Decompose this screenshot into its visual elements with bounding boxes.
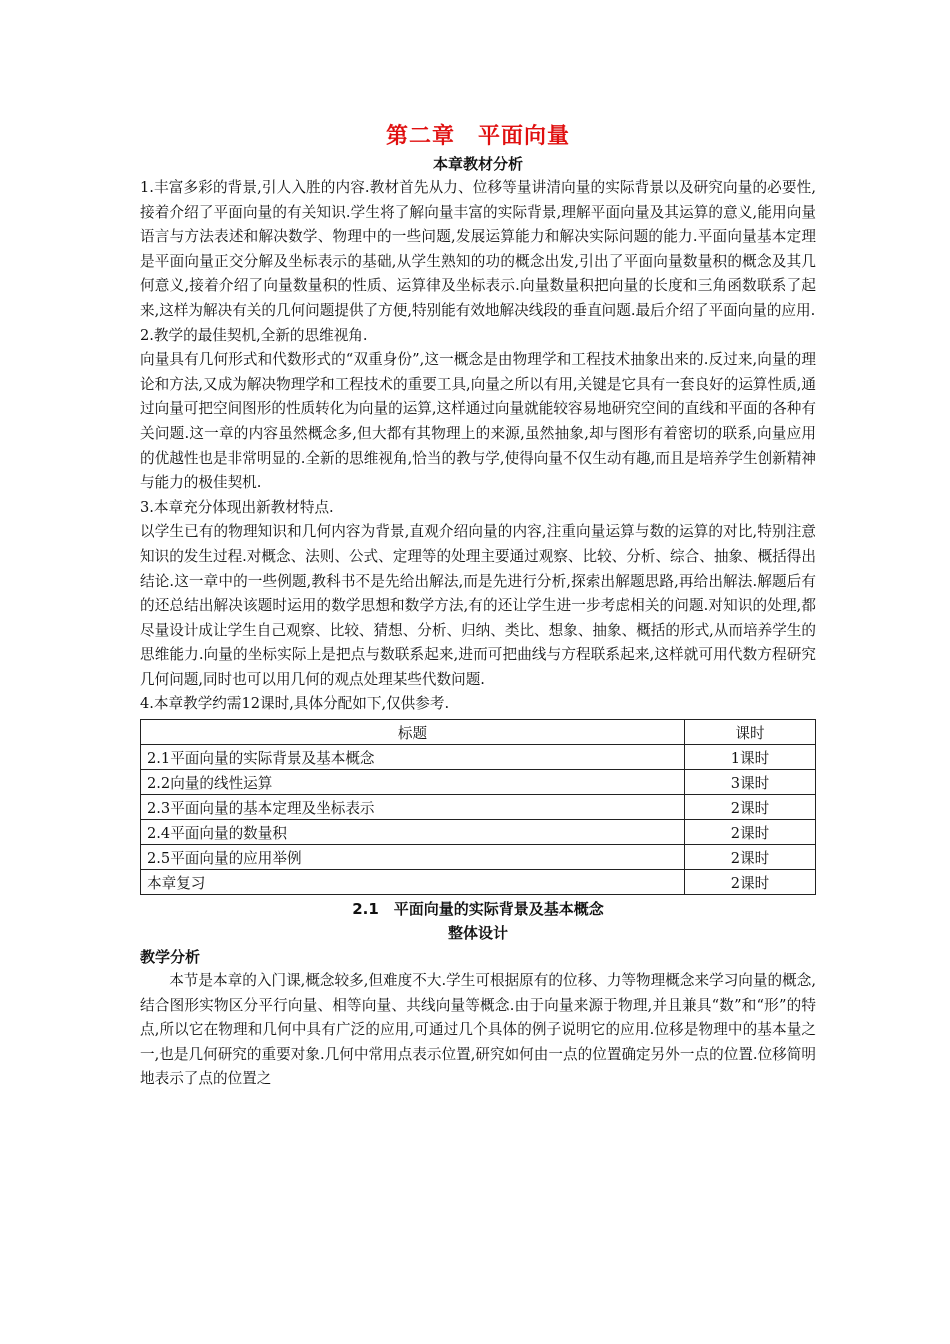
- row-title: 2.2向量的线性运算: [141, 770, 685, 795]
- teaching-analysis-paragraph: 本节是本章的入门课,概念较多,但难度不大.学生可根据原有的位移、力等物理概念来学习向量的概念,结合图形实物区分平行向量、相等向量、共线向量等概念.由于向量来源于物理,并且兼具“数”和“形”的特点,所以它在物理和几何中具有广泛的应用,可通过几个具体的例子说明它的应用.位移是物理中的基本量之一,也是几何研究的重要对象.几何中常用点表示位置,研究如何由一点的位置确定另外一点的位置.位移简明地表示了点的位置之: [140, 972, 816, 1088]
- chapter-title: 第二章 平面向量: [385, 124, 570, 149]
- row-hours: 3课时: [685, 770, 816, 795]
- paragraph-1: 1.丰富多彩的背景,引人入胜的内容.教材首先从力、位移等量讲清向量的实际背景以及研究向量的必要性,接着介绍了平面向量的有关知识.学生将了解向量丰富的实际背景,理解平面向量及其运算的意义,能用向量语言与方法表述和解决数学、物理中的一些问题,发展运算能力和解决实际问题的能力.平面向量基本定理是平面向量正交分解及坐标表示的基础,从学生熟知的功的概念出发,引出了平面向量数量积的概念及其几何意义,接着介绍了向量数量积的性质、运算律及坐标表示.向量数量积把向量的长度和三角函数联系了起来,这样为解决有关的几何问题提供了方便,特别能有效地解决线段的垂直问题.最后介绍了平面向量的应用.: [140, 179, 816, 319]
- row-hours: 2课时: [685, 795, 816, 820]
- row-title: 2.1平面向量的实际背景及基本概念: [141, 745, 685, 770]
- header-title: 标题: [141, 720, 685, 745]
- schedule-table: [140, 719, 816, 895]
- document-page: [140, 122, 816, 1092]
- row-title: 2.3平面向量的基本定理及坐标表示: [141, 795, 685, 820]
- paragraph-4: 3.本章充分体现出新教材特点.: [140, 498, 334, 516]
- table-row: [141, 870, 816, 895]
- table-row: [141, 795, 816, 820]
- table-row: [141, 745, 816, 770]
- row-hours: 2课时: [685, 845, 816, 870]
- header-hours: 课时: [685, 720, 816, 745]
- table-row: [141, 770, 816, 795]
- row-title: 2.5平面向量的应用举例: [141, 845, 685, 870]
- row-hours: 1课时: [685, 745, 816, 770]
- teaching-analysis-heading: 教学分析: [140, 948, 201, 967]
- design-heading: 整体设计: [447, 924, 508, 943]
- row-hours: 2课时: [685, 820, 816, 845]
- section-title: 2.1 平面向量的实际背景及基本概念: [352, 900, 604, 919]
- row-hours: 2课时: [685, 870, 816, 895]
- table-row: [141, 845, 816, 870]
- table-header-row: [141, 720, 816, 745]
- paragraph-6: 4.本章教学约需12课时,具体分配如下,仅供参考.: [140, 695, 450, 713]
- paragraph-5: 以学生已有的物理知识和几何内容为背景,直观介绍向量的内容,注重向量运算与数的运算的对比,特别注意知识的发生过程.对概念、法则、公式、定理等的处理主要通过观察、比较、分析、综合、抽象、概括得出结论.这一章中的一些例题,教科书不是先给出解法,而是先进行分析,探索出解题思路,再给出解法.解题后有的还总结出解决该题时运用的数学思想和数学方法,有的还让学生进一步考虑相关的问题.对知识的处理,都尽量设计成让学生自己观察、比较、猜想、分析、归纳、类比、想象、抽象、概括的形式,从而培养学生的思维能力.向量的坐标实际上是把点与数联系起来,进而可把曲线与方程联系起来,这样就可用代数方程研究几何问题,同时也可以用几何的观点处理某些代数问题.: [140, 523, 816, 688]
- row-title: 2.4平面向量的数量积: [141, 820, 685, 845]
- paragraph-2: 2.教学的最佳契机,全新的思维视角.: [140, 326, 368, 344]
- table-row: [141, 820, 816, 845]
- row-title: 本章复习: [141, 870, 685, 895]
- analysis-heading: 本章教材分析: [432, 155, 523, 173]
- paragraph-3: 向量具有几何形式和代数形式的“双重身份”,这一概念是由物理学和工程技术抽象出来的.反过来,向量的理论和方法,又成为解决物理学和工程技术的重要工具,向量之所以有用,关键是它具有一套良好的运算性质,通过向量可把空间图形的性质转化为向量的运算,这样通过向量就能较容易地研究空间的直线和平面的各种有关问题.这一章的内容虽然概念多,但大都有其物理上的来源,虽然抽象,却与图形有着密切的联系,向量应用的优越性也是非常明显的.全新的思维视角,恰当的教与学,使得向量不仅生动有趣,而且是培养学生创新精神与能力的极佳契机.: [140, 351, 816, 492]
